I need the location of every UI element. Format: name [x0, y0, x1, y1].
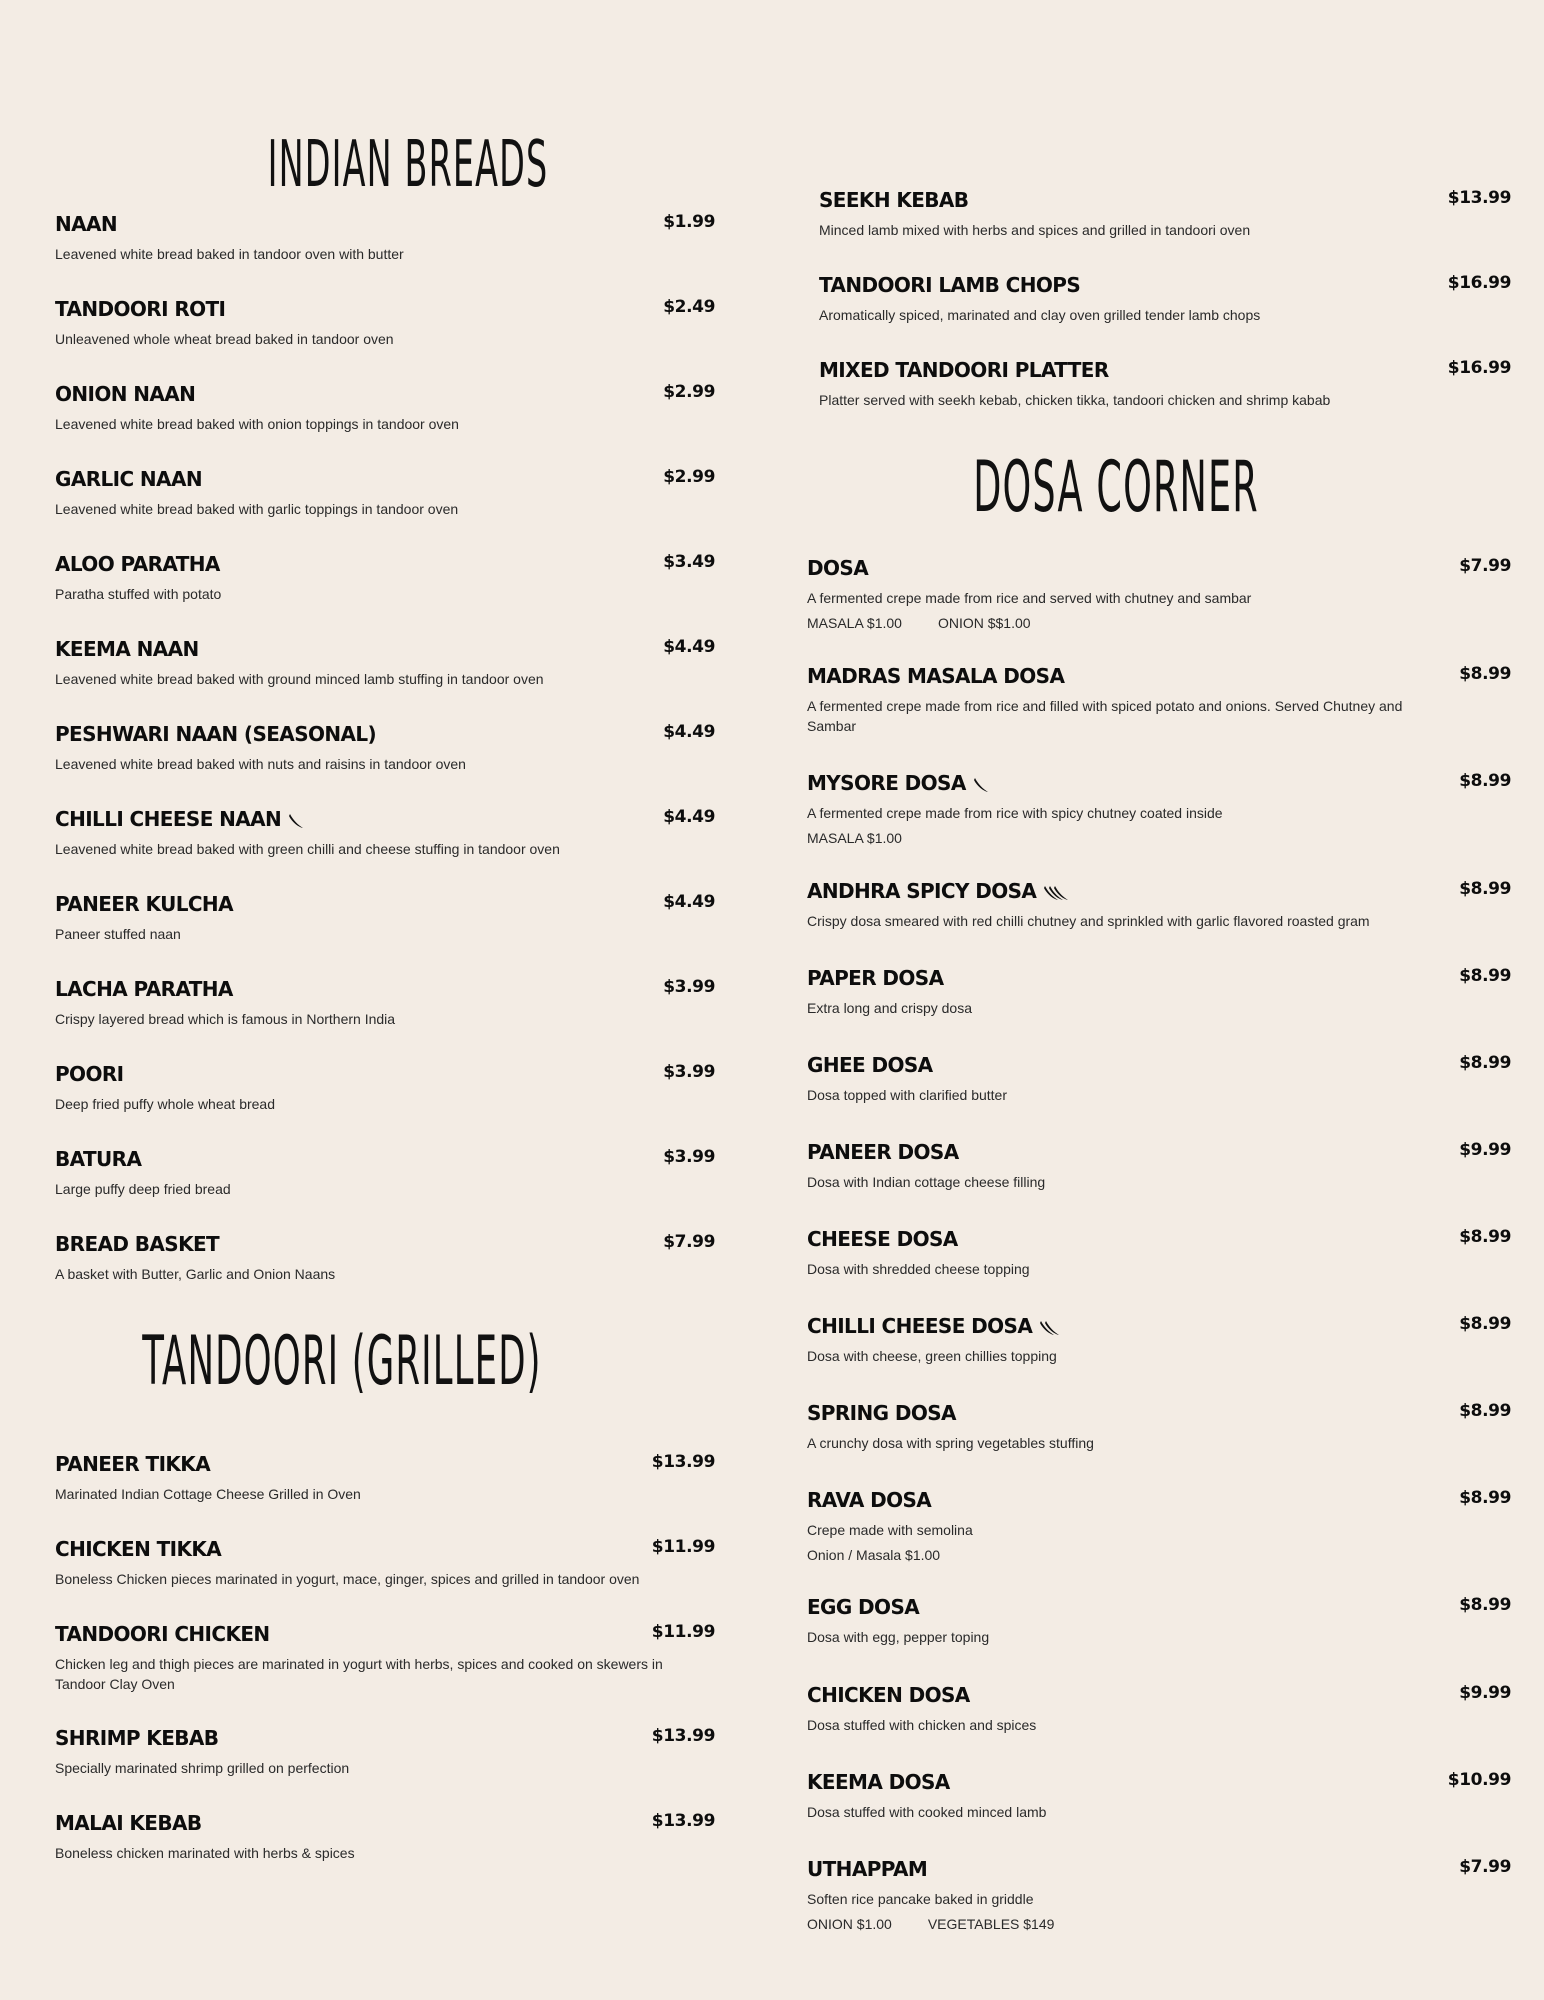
- dosa-corner-title: DOSA CORNER: [973, 446, 1259, 528]
- item-name: SPRING DOSA: [807, 1401, 956, 1425]
- item-name: KEEMA NAAN: [55, 637, 199, 661]
- item-description: A crunchy dosa with spring vegetables stuffing: [807, 1435, 1094, 1451]
- item-description: Leavened white bread baked with green chilli and cheese stuffing in tandoor oven: [55, 841, 560, 857]
- extra-option: VEGETABLES $149: [927, 1916, 1055, 1932]
- item-price: $8.99: [1459, 1401, 1511, 1421]
- item-name: PANEER KULCHA: [55, 892, 233, 916]
- item-price: $8.99: [1459, 966, 1511, 986]
- extra-option: MASALA $1.00: [807, 830, 902, 846]
- item-description: Platter served with seekh kebab, chicken tikka, tandoori chicken and shrimp kabab: [819, 392, 1331, 408]
- item-name: CHICKEN TIKKA: [55, 1537, 222, 1561]
- chili-icon: [1042, 883, 1080, 903]
- item-description: A fermented crepe made from rice and filled with spiced potato and onions. Served Chutney and Sambar: [807, 698, 1403, 734]
- item-price: $3.99: [663, 977, 715, 997]
- indian-breads-title: INDIAN BREADS: [267, 128, 549, 202]
- item-name: ANDHRA SPICY DOSA: [807, 879, 1080, 903]
- item-description: Dosa with Indian cottage cheese filling: [807, 1174, 1046, 1190]
- item-description: Specially marinated shrimp grilled on perfection: [55, 1760, 350, 1776]
- item-price: $13.99: [1447, 188, 1511, 208]
- item-description: A fermented crepe made from rice and served with chutney and sambar: [807, 590, 1252, 606]
- item-description: Boneless Chicken pieces marinated in yogurt, mace, ginger, spices and grilled in tandoor oven: [55, 1571, 640, 1587]
- item-name: PANEER DOSA: [807, 1140, 959, 1164]
- extra-option: ONION $1.00: [807, 1916, 892, 1932]
- item-description: Minced lamb mixed with herbs and spices and grilled in tandoori oven: [819, 222, 1251, 238]
- item-price: $3.49: [663, 552, 715, 572]
- item-price: $11.99: [651, 1622, 715, 1642]
- item-name: LACHA PARATHA: [55, 977, 233, 1001]
- item-price: $4.49: [663, 722, 715, 742]
- item-description: Crispy dosa smeared with red chilli chutney and sprinkled with garlic flavored roasted gram: [807, 913, 1370, 929]
- item-description: Leavened white bread baked with onion toppings in tandoor oven: [55, 416, 459, 432]
- item-price: $8.99: [1459, 1053, 1511, 1073]
- item-name: CHILLI CHEESE NAAN: [55, 807, 313, 831]
- item-description: Aromatically spiced, marinated and clay oven grilled tender lamb chops: [819, 307, 1261, 323]
- item-name: TANDOORI LAMB CHOPS: [819, 273, 1081, 297]
- item-description: Crepe made with semolina: [807, 1522, 973, 1538]
- item-price: $9.99: [1459, 1140, 1511, 1160]
- item-price: $13.99: [651, 1726, 715, 1746]
- item-price: $2.49: [663, 297, 715, 317]
- item-name: CHEESE DOSA: [807, 1227, 958, 1251]
- item-price: $4.49: [663, 807, 715, 827]
- item-price: $3.99: [663, 1062, 715, 1082]
- item-name: BREAD BASKET: [55, 1232, 220, 1256]
- item-price: $8.99: [1459, 1488, 1511, 1508]
- item-name: PAPER DOSA: [807, 966, 944, 990]
- item-name: MIXED TANDOORI PLATTER: [819, 358, 1109, 382]
- item-description: Dosa topped with clarified butter: [807, 1087, 1007, 1103]
- item-name: MADRAS MASALA DOSA: [807, 664, 1065, 688]
- item-price: $8.99: [1459, 1314, 1511, 1334]
- item-description: Extra long and crispy dosa: [807, 1000, 972, 1016]
- item-extras: [807, 1916, 1054, 1932]
- item-price: $2.99: [663, 467, 715, 487]
- item-description: Paneer stuffed naan: [55, 926, 181, 942]
- item-name: RAVA DOSA: [807, 1488, 932, 1512]
- item-description: Unleavened whole wheat bread baked in tandoor oven: [55, 331, 394, 347]
- item-extras: [807, 830, 902, 846]
- item-name: TANDOORI CHICKEN: [55, 1622, 270, 1646]
- item-name: CHICKEN DOSA: [807, 1683, 970, 1707]
- item-description: A fermented crepe made from rice with spicy chutney coated inside: [807, 805, 1223, 821]
- item-description: Leavened white bread baked with nuts and raisins in tandoor oven: [55, 756, 466, 772]
- item-name: MALAI KEBAB: [55, 1811, 202, 1835]
- item-description: Dosa with shredded cheese topping: [807, 1261, 1030, 1277]
- item-price: $16.99: [1447, 273, 1511, 293]
- item-price: $3.99: [663, 1147, 715, 1167]
- item-name: ONION NAAN: [55, 382, 196, 406]
- item-description: Boneless chicken marinated with herbs & spices: [55, 1845, 355, 1861]
- item-price: $7.99: [1459, 1857, 1511, 1877]
- item-price: $9.99: [1459, 1683, 1511, 1703]
- item-price: $2.99: [663, 382, 715, 402]
- item-name: DOSA: [807, 556, 869, 580]
- item-price: $4.49: [663, 637, 715, 657]
- item-description: Dosa stuffed with cooked minced lamb: [807, 1804, 1047, 1820]
- item-name: CHILLI CHEESE DOSA: [807, 1314, 1070, 1338]
- item-description: Leavened white bread baked with garlic toppings in tandoor oven: [55, 501, 459, 517]
- item-price: $13.99: [651, 1811, 715, 1831]
- item-price: $8.99: [1459, 1227, 1511, 1247]
- extra-option: ONION $$1.00: [937, 615, 1031, 631]
- item-price: $4.49: [663, 892, 715, 912]
- tandoori-title: TANDOORI (GRILLED): [142, 1322, 542, 1401]
- item-name: POORI: [55, 1062, 124, 1086]
- item-description: A basket with Butter, Garlic and Onion Naans: [55, 1266, 336, 1282]
- item-name: KEEMA DOSA: [807, 1770, 950, 1794]
- item-name: TANDOORI ROTI: [55, 297, 226, 321]
- item-description: Deep fried puffy whole wheat bread: [55, 1096, 275, 1112]
- item-name: BATURA: [55, 1147, 142, 1171]
- item-name: GARLIC NAAN: [55, 467, 202, 491]
- item-description: Crispy layered bread which is famous in Northern India: [55, 1011, 396, 1027]
- item-name: NAAN: [55, 212, 118, 236]
- chili-icon: [1038, 1318, 1070, 1338]
- item-description: Dosa with cheese, green chillies topping: [807, 1348, 1057, 1364]
- item-price: $7.99: [1459, 556, 1511, 576]
- item-name: PANEER TIKKA: [55, 1452, 211, 1476]
- item-description: Dosa with egg, pepper toping: [807, 1629, 990, 1645]
- item-description: Soften rice pancake baked in griddle: [807, 1891, 1034, 1907]
- item-description: Leavened white bread baked in tandoor oven with butter: [55, 246, 404, 262]
- item-description: Chicken leg and thigh pieces are marinated in yogurt with herbs, spices and cooked on skewers in Tandoor Clay Oven: [55, 1656, 663, 1692]
- item-description: Leavened white bread baked with ground minced lamb stuffing in tandoor oven: [55, 671, 544, 687]
- item-price: $8.99: [1459, 879, 1511, 899]
- item-price: $11.99: [651, 1537, 715, 1557]
- item-price: $8.99: [1459, 664, 1511, 684]
- item-name: UTHAPPAM: [807, 1857, 928, 1881]
- item-name: GHEE DOSA: [807, 1053, 933, 1077]
- item-price: $8.99: [1459, 771, 1511, 791]
- chili-icon: [287, 811, 313, 831]
- item-name: EGG DOSA: [807, 1595, 920, 1619]
- item-price: $10.99: [1447, 1770, 1511, 1790]
- item-name: MYSORE DOSA: [807, 771, 998, 795]
- item-extras: [807, 1547, 940, 1563]
- item-description: Large puffy deep fried bread: [55, 1181, 231, 1197]
- item-name: ALOO PARATHA: [55, 552, 220, 576]
- item-name: SEEKH KEBAB: [819, 188, 969, 212]
- item-description: Marinated Indian Cottage Cheese Grilled in Oven: [55, 1486, 361, 1502]
- item-price: $7.99: [663, 1232, 715, 1252]
- extra-option: MASALA $1.00: [807, 615, 902, 631]
- extra-option: Onion / Masala $1.00: [807, 1547, 941, 1563]
- item-price: $16.99: [1447, 358, 1511, 378]
- chili-icon: [972, 775, 998, 795]
- item-price: $13.99: [651, 1452, 715, 1472]
- item-extras: [807, 615, 1031, 631]
- item-price: $8.99: [1459, 1595, 1511, 1615]
- item-name: SHRIMP KEBAB: [55, 1726, 219, 1750]
- item-name: PESHWARI NAAN (SEASONAL): [55, 722, 377, 746]
- item-description: Paratha stuffed with potato: [55, 586, 222, 602]
- item-description: Dosa stuffed with chicken and spices: [807, 1717, 1037, 1733]
- item-price: $1.99: [663, 212, 715, 232]
